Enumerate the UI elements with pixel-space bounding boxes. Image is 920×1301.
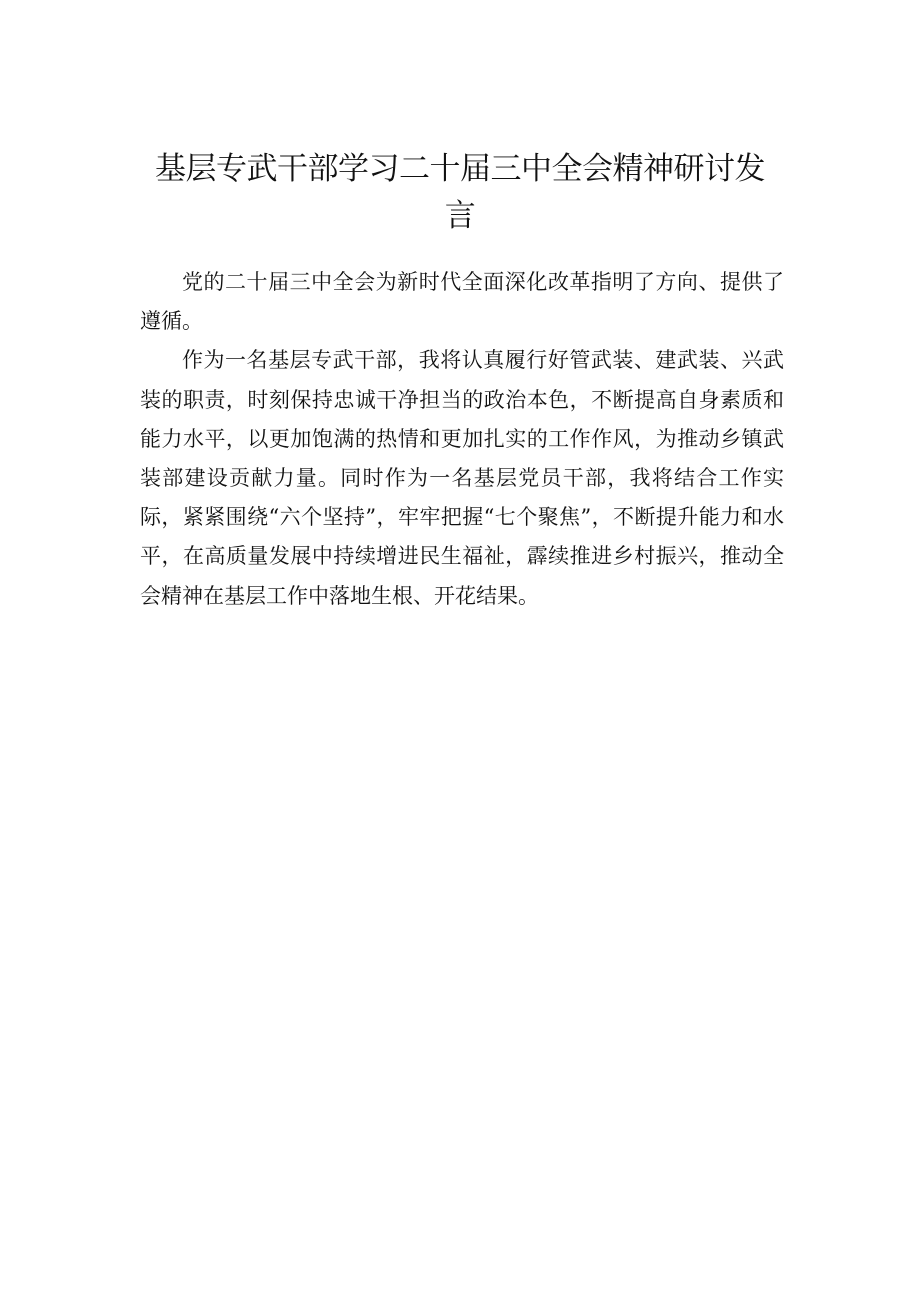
paragraph-1: 党的二十届三中全会为新时代全面深化改革指明了方向、提供了遵循。 [140, 270, 784, 334]
paragraph-2: 作为一名基层专武干部，我将认真履行好管武装、建武装、兴武装的职责，时刻保持忠诚干净担当的政治本色，不断提高自身素质和能力水平，以更加饱满的热情和更加扎实的工作作风，为推动乡镇武装部建设贡献力量。同时作为一名基层党员干部，我将结合工作实际，紧紧围绕“六个坚持”，牢牢把握“七个聚焦”，不断提升能力和水平，在高质量发展中持续增进民生福祉，霹续推进乡村振兴，推动全会精神在基层工作中落地生根、开花结果。 [140, 348, 784, 608]
document-body [140, 263, 784, 616]
document-title: 基层专武干部学习二十届三中全会精神研讨发言 [155, 151, 765, 234]
